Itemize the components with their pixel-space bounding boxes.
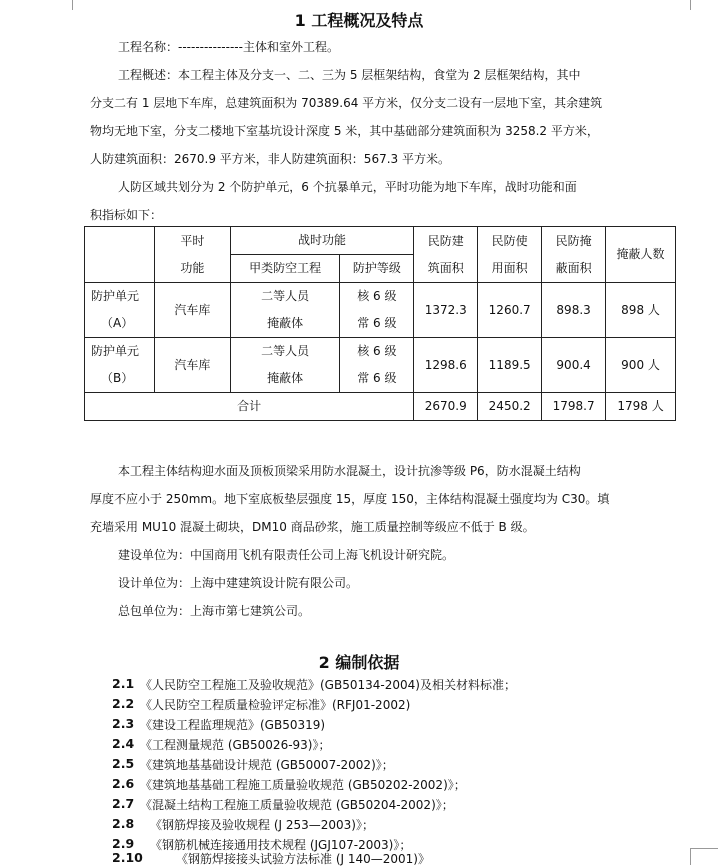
civil-defense-line-1: 人防区域共划分为 2 个防护单元，6 个抗暴单元，平时功能为地下车库，战时功能和面 [118,180,577,194]
total-use-area: 2450.2 [478,393,542,421]
ref-text: 《建筑地基基础工程施工质量验收规范 (GB50202-2002)》； [140,778,466,792]
ref-number: 2.1 [112,676,135,691]
shelter-area-cell: 900.4 [542,338,606,393]
ref-text: 《工程测量规范 (GB50026-93)》； [140,738,331,752]
ref-number: 2.7 [112,796,135,811]
project-name: 工程名称：---------------主体和室外工程。 [118,40,339,54]
section-2-title: 2 编制依据 [318,653,400,672]
structure-line-3: 充墙采用 MU10 混凝土砌块，DM10 商品砂浆，施工质量控制等级应不低于 B 级。 [90,520,535,534]
overview-line-2: 分支二有 1 层地下车库，总建筑面积为 70389.64 平方米，仅分支二设有一层地下室，其余建筑 [90,96,603,110]
total-shelter-area: 1798.7 [542,393,606,421]
table-total-row [85,393,676,421]
header-shelter-area: 民防掩 蔽面积 [542,227,606,283]
people-cell: 900 人 [606,338,676,393]
header-blank [85,227,155,283]
ref-number: 2.5 [112,756,135,771]
design-unit: 设计单位为：上海中建建筑设计院有限公司。 [118,576,359,590]
ref-text: 《钢筋焊接及验收规程 (J 253—2003)》； [150,818,374,832]
overview-line-4: 人防建筑面积：2670.9 平方米，非人防建筑面积：567.3 平方米。 [90,152,450,166]
page-margin-mark-bottom [690,848,691,865]
ref-number: 2.8 [112,816,135,831]
civil-defense-table [84,226,676,421]
ref-number: 2.3 [112,716,135,731]
header-use-area: 民防使 用面积 [478,227,542,283]
header-class-a: 甲类防空工程 [230,255,340,283]
ref-text: 《建筑地基基础设计规范 (GB50007-2002)》； [140,758,394,772]
ref-number: 2.2 [112,696,135,711]
class-a-cell: 二等人员 掩蔽体 [230,338,340,393]
use-area-cell: 1260.7 [478,283,542,338]
total-label: 合计 [85,393,414,421]
peace-cell: 汽车库 [154,338,230,393]
header-protection-grade: 防护等级 [340,255,414,283]
shelter-area-cell: 898.3 [542,283,606,338]
ref-number: 2.10 [112,850,143,865]
build-area-cell: 1298.6 [414,338,478,393]
overview-line-1: 工程概述：本工程主体及分支一、二、三为 5 层框架结构，食堂为 2 层框架结构，其中 [118,68,581,82]
civil-defense-line-2: 积指标如下： [90,208,163,222]
total-build-area: 2670.9 [414,393,478,421]
owner-unit: 建设单位为：中国商用飞机有限责任公司上海飞机设计研究院。 [118,548,455,562]
ref-text: 《建设工程监理规范》(GB50319) [140,718,326,732]
class-a-cell: 二等人员 掩蔽体 [230,283,340,338]
unit-cell: 防护单元 （A） [85,283,155,338]
peace-cell: 汽车库 [154,283,230,338]
overview-line-3: 物均无地下室，分支二楼地下室基坑设计深度 5 米，其中基础部分建筑面积为 3258.2 平方米， [90,124,599,138]
header-build-area: 民防建 筑面积 [414,227,478,283]
ref-text: 《人民防空工程质量检验评定标准》(RFJ01-2002) [140,698,411,712]
table-row [85,283,676,338]
header-peace-function: 平时 功能 [154,227,230,283]
general-contractor: 总包单位为：上海市第七建筑公司。 [118,604,311,618]
build-area-cell: 1372.3 [414,283,478,338]
structure-line-2: 厚度不应小于 250mm。地下室底板垫层强度 15，厚度 150，主体结构混凝土强度均为 C30。填 [90,492,610,506]
structure-line-1: 本工程主体结构迎水面及顶板顶梁采用防水混凝土，设计抗渗等级 P6，防水混凝土结构 [118,464,581,478]
ref-text: 《钢筋焊接接头试验方法标准 (J 140—2001)》 [176,852,430,866]
total-people: 1798 人 [606,393,676,421]
ref-number: 2.9 [112,836,135,851]
header-war-function: 战时功能 [230,227,414,255]
use-area-cell: 1189.5 [478,338,542,393]
people-cell: 898 人 [606,283,676,338]
ref-text: 《钢筋机械连接通用技术规程 (JGJ107-2003)》； [150,838,412,852]
ref-text: 《混凝土结构工程施工质量验收规范 (GB50204-2002)》； [140,798,454,812]
section-1-title: 1 工程概况及特点 [294,11,424,30]
grade-cell: 核 6 级 常 6 级 [340,283,414,338]
ref-number: 2.6 [112,776,135,791]
ref-number: 2.4 [112,736,135,751]
ref-text: 《人民防空工程施工及验收规范》(GB50134-2004)及相关材料标准； [140,678,516,692]
grade-cell: 核 6 级 常 6 级 [340,338,414,393]
unit-cell: 防护单元 （B） [85,338,155,393]
header-shelter-people: 掩蔽人数 [606,227,676,283]
page-margin-mark-bottom-h [690,848,718,849]
table-row [85,338,676,393]
